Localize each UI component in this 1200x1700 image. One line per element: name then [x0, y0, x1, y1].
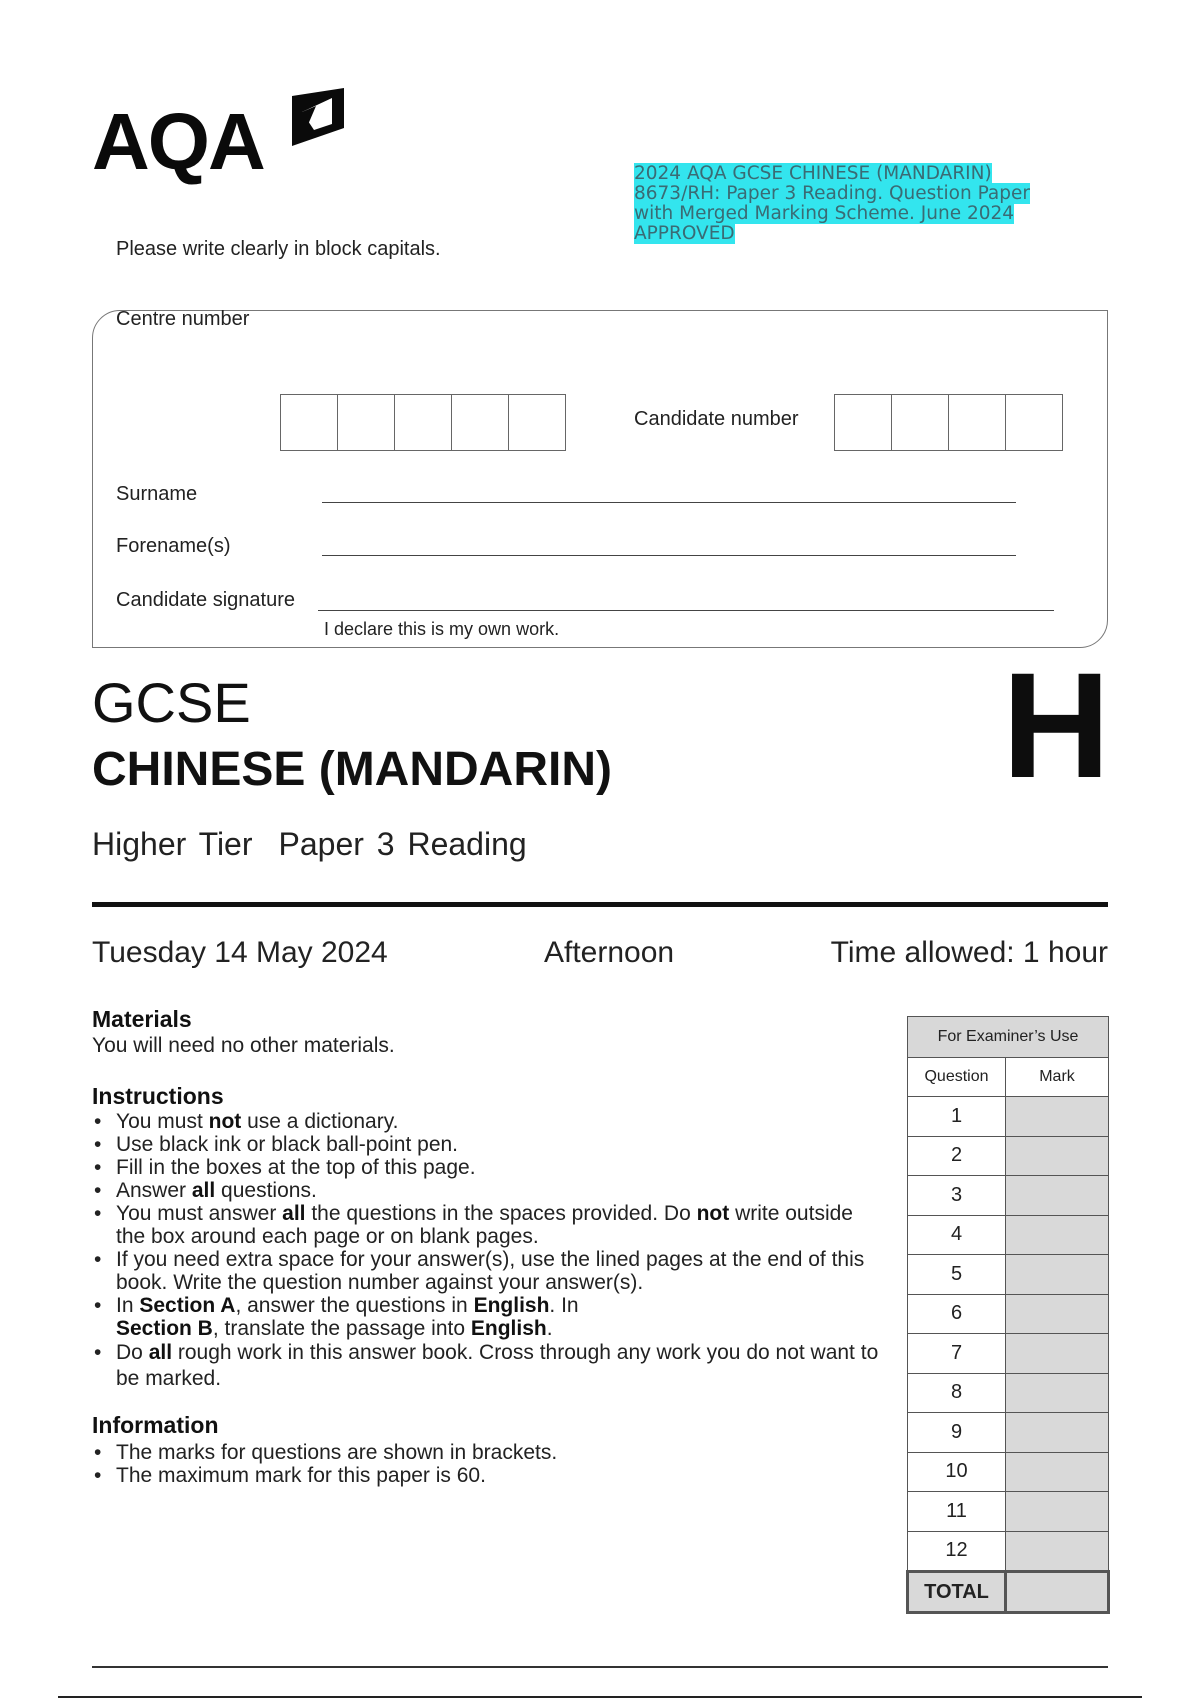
paper-name: Paper 3 Reading [278, 826, 527, 862]
mark-cell[interactable] [1006, 1452, 1109, 1492]
question-number: 6 [908, 1294, 1006, 1334]
centre-digit-box[interactable] [509, 395, 565, 450]
question-number: 1 [908, 1097, 1006, 1137]
question-number: 8 [908, 1373, 1006, 1413]
question-number: 10 [908, 1452, 1006, 1492]
question-number: 7 [908, 1334, 1006, 1374]
stamp-text: 2024 AQA GCSE CHINESE (MANDARIN) 8673/RH: Paper 3 Reading. Question Paper with Merged Marking Scheme. June 2024 APPROVED [634, 163, 1030, 244]
mark-column-header: Mark [1006, 1058, 1109, 1097]
question-number: 5 [908, 1255, 1006, 1295]
centre-digit-box[interactable] [281, 395, 338, 450]
instruction-item: • If you need extra space for your answer(s), use the lined pages at the end of this book. Write the question number against your answer(s). [92, 1248, 882, 1294]
forename-label: Forename(s) [116, 535, 231, 557]
centre-number-boxes[interactable] [280, 394, 566, 451]
tier-name: Higher Tier [92, 826, 253, 862]
mark-cell[interactable] [1006, 1255, 1109, 1295]
total-mark-cell[interactable] [1006, 1572, 1109, 1613]
page-edge-line [58, 1696, 1142, 1698]
instruction-item: • Fill in the boxes at the top of this page. [92, 1156, 882, 1179]
candidate-digit-box[interactable] [892, 395, 949, 450]
candidate-number-boxes[interactable] [834, 394, 1063, 451]
instruction-item: • You must not use a dictionary. [92, 1110, 882, 1133]
instruction-item: • In Section A, answer the questions in English. In Section B, translate the passage into English. [92, 1294, 882, 1340]
mark-cell[interactable] [1006, 1492, 1109, 1532]
mark-cell[interactable] [1006, 1373, 1109, 1413]
instructions-list [92, 1110, 882, 1392]
approval-stamp [634, 164, 1074, 244]
mark-cell[interactable] [1006, 1334, 1109, 1374]
question-number: 9 [908, 1413, 1006, 1453]
question-number: 12 [908, 1531, 1006, 1572]
qualification-title: GCSE [92, 671, 251, 734]
instruction-item: • Answer all questions. [92, 1179, 882, 1202]
write-instruction: Please write clearly in block capitals. [116, 238, 441, 260]
tier-letter: H [1002, 641, 1111, 809]
instructions-heading: Instructions [92, 1083, 224, 1109]
title-divider [92, 902, 1108, 907]
instruction-item: • Use black ink or black ball-point pen. [92, 1133, 882, 1156]
materials-heading: Materials [92, 1006, 192, 1032]
examiner-use-table [906, 1016, 1110, 1614]
question-number: 4 [908, 1215, 1006, 1255]
total-label: TOTAL [908, 1572, 1006, 1613]
mark-cell[interactable] [1006, 1215, 1109, 1255]
logo-mark-icon [292, 88, 344, 146]
examiner-table-title: For Examiner’s Use [908, 1017, 1109, 1058]
mark-cell[interactable] [1006, 1097, 1109, 1137]
subject-title: CHINESE (MANDARIN) [92, 743, 612, 796]
signature-field[interactable] [318, 610, 1054, 611]
question-number: 2 [908, 1136, 1006, 1176]
information-heading: Information [92, 1412, 219, 1438]
declaration-text: I declare this is my own work. [324, 619, 560, 639]
time-allowed: Time allowed: 1 hour [830, 936, 1108, 969]
information-item: • The marks for questions are shown in brackets. [92, 1441, 882, 1464]
mark-cell[interactable] [1006, 1531, 1109, 1572]
aqa-logo [92, 88, 362, 188]
surname-field[interactable] [322, 502, 1016, 503]
exam-date: Tuesday 14 May 2024 [92, 936, 388, 969]
surname-label: Surname [116, 483, 198, 505]
logo-text: AQA [92, 97, 264, 186]
question-column-header: Question [908, 1058, 1006, 1097]
candidate-digit-box[interactable] [949, 395, 1006, 450]
candidate-digit-box[interactable] [835, 395, 892, 450]
centre-digit-box[interactable] [452, 395, 509, 450]
instruction-item: • You must answer all the questions in the spaces provided. Do not write outside the box around each page or on blank pages. [92, 1202, 882, 1248]
mark-cell[interactable] [1006, 1413, 1109, 1453]
question-number: 3 [908, 1176, 1006, 1216]
signature-label: Candidate signature [116, 589, 296, 611]
materials-text: You will need no other materials. [92, 1034, 395, 1057]
candidate-digit-box[interactable] [1006, 395, 1062, 450]
candidate-number-label: Candidate number [634, 408, 799, 430]
bottom-divider [92, 1666, 1108, 1668]
centre-number-label: Centre number [116, 308, 250, 330]
mark-cell[interactable] [1006, 1176, 1109, 1216]
question-number: 11 [908, 1492, 1006, 1532]
centre-digit-box[interactable] [395, 395, 452, 450]
information-list [92, 1441, 882, 1487]
mark-cell[interactable] [1006, 1136, 1109, 1176]
instruction-item: • Do all rough work in this answer book. Cross through any work you do not want to be marked. [92, 1340, 882, 1392]
exam-session: Afternoon [544, 936, 675, 969]
centre-digit-box[interactable] [338, 395, 395, 450]
forename-field[interactable] [322, 555, 1016, 556]
information-item: • The maximum mark for this paper is 60. [92, 1464, 882, 1487]
mark-cell[interactable] [1006, 1294, 1109, 1334]
tier-line [92, 826, 527, 863]
